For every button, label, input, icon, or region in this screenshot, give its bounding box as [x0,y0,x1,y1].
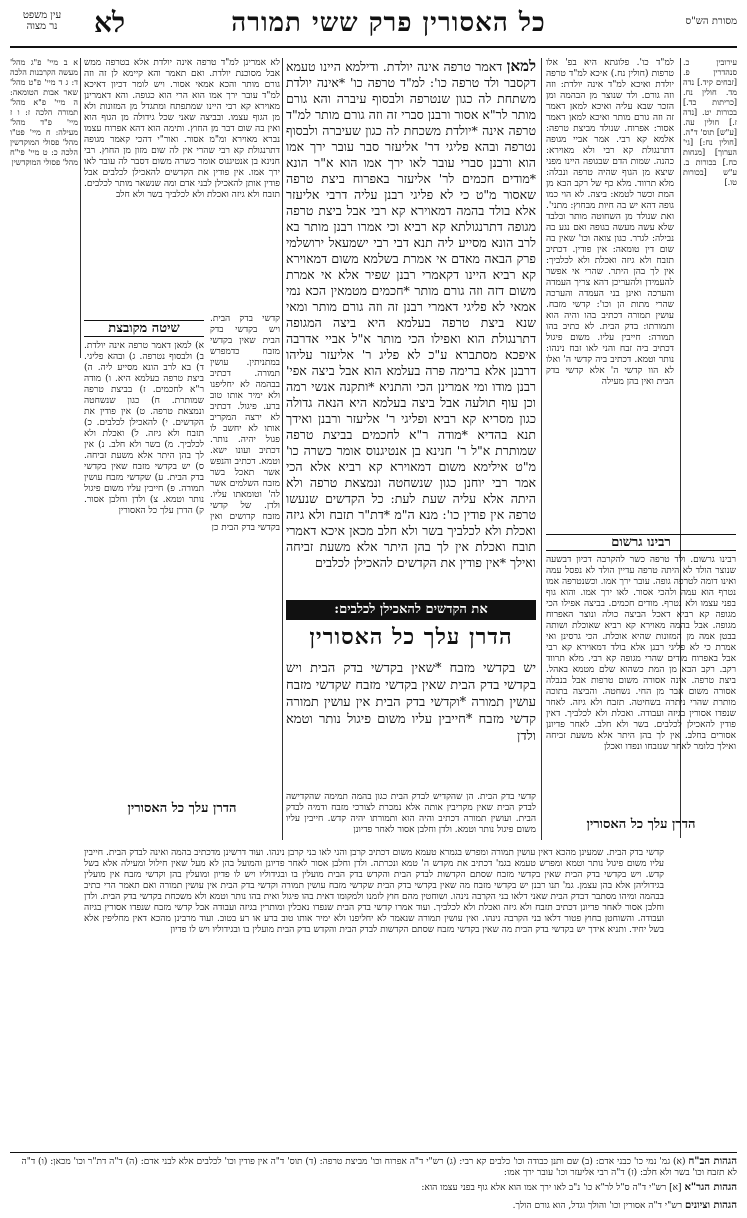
divider [282,58,283,840]
rabbeinu-gershom-title: רבינו גרשום [546,534,736,551]
page-title: כל האסורין פרק ששי תמורה [231,8,546,38]
gemara-text-block [286,58,536,600]
tosafot-continued [210,314,280,794]
mishna-commentary-text: קדשי בדק הבית. הן שהקדיש לבדק הבית כגון בהמה תמימה שהקדישה לבדק הבית שאין מקריבין אותה אלא נמכרת לצורכי מזבח ודמיה לבדק הבית. ועושין תמורה דכתיב והיה הוא ותמורתו יהיה קדש. חייבין עליו משום פיגול נותר וטמא. ולדן וחלבן אסור לאחר פדיונן [286,792,536,835]
ein-mishpat-text: א ב מיי' פ"ג מהל' מעשה הקרבנות הלכה ד: ג ד מיי' פ"ט מהל' שאר אבות הטומאה: ה מיי' פ"א מהל' תמורה הלכה ז: ו ז מיי' פ"ד מהל' מעילה: ח מיי' פט"ו מהל' פסולי המוקדשין הלכה כ: ט מיי' פי"ח מהל' פסולי המוקדשין [10,58,78,167]
footnote-rule [10,1152,737,1153]
hagahot-habach [10,1156,737,1179]
mishna-commentary [286,792,536,840]
header-rule [10,46,737,48]
page-header [10,6,737,48]
rashi-text: למ"ד כו'. פלוגתא היא בפ' אלו טרפות (חולין נח.) איכא למ"ד טרפה יולדת ואיכא למ"ד אינה יולדת: וזה וזה גורם. ולד שנוצר מן הבהמה ומן הזכר שבא עליה ואיכא למאן דאמר זה וזה גורם מותר ואיכא למאן דאמר אסור: אפרוח. שנולד מביצת טרפה: אלמא קא רבי. אמר אביי מגופה דתרנגולת קא רבי ולא מאוירא: כהנה. שמות הדם שבגופה היינו מפני שיצא מן הגוף שהיה טרפה ונבלה: מלא תרווד. מלא כף של רקב הבא מן המת וכשר לטמא: ביצה. לא הוי כמו גופה דהא יש בה חיות מבחוץ: מתני'. ואת שנולד מן השחוטה מותר ובלבד שלא עשה מעשה בגופה ואם נגע בה נבילה: לגרר. כגון צואה וכו' שאין בה שום דין טומאה: אין פודין. דכתיב תזבח ולא גיזה ואכלת ולא לכלביך: אין לך בהן היתר. שהרי אי אפשר להעמידן ולהעריכן דהא צריך העמדה והערכה ואינן בני העמדה והערכה שהרי מתות הן וכו': קדשי מזבח. עושין תמורה דכתיב בהו והיה הוא ותמורתו: בדק הבית. לא כתיב בהו תמורה: חייבין עליו. משום פיגול דכתיב ביה זבח והני לאו זבח נינהו: נותר וטמא. דכתיב ביה קדשי ה' ואלו לא הוו קדשי ה' אלא קדשי בדק הבית ואין בהן מעילה [546,58,674,387]
hagahot-hagra-text: [א] רש"י ד"ה ס"ל לר"א כו' נ"ב לאו ירך אמו הוא אלא גוף בפני עצמו הוא: [421,1183,682,1193]
ein-mishpat-label: עין משפט נר מצוה [22,10,62,32]
divider [80,58,81,358]
tosafot-column [84,58,280,314]
hagahot-vetziyunim [10,1200,737,1212]
rabbeinu-gershom-column [546,528,736,840]
shita-mekubetzet-title: שיטה מקובצת [84,320,204,337]
highlighted-line-banner: את הקדשים להאכילן לכלבים: [286,600,536,620]
masoret-hashas-text: עירובין כ. סנהדרין פ. [זבחים קיד.] נדה מד. חולין נח. [כריתות כד.] בכורות יט. [נדה ז.] חולין עה. [ע"ש] תוס' ד"ה. [חולין נח:] [גי' הערוך] [מנחות כח.] בכורות ב. ע"ש [בכורות טו.] [683,58,737,187]
masoret-hashas-label: מסורת הש"ס [685,16,737,27]
ein-mishpat-column [10,58,78,358]
shita-mekubetzet-text: א) למאן דאמר טרפה אינה יולדת. ב) ולבסוף נטרפה. ג) ובהא פליגי. ד) בא לרב הונא מסייע ליה. ה) ביצת טרפה בעלמא היא. ו) מודה ר"א לחכמים. ז) בביצת טרפה שמותרת. ח) כגון שנשחטה ונמצאת טרפה. ט) אין פודין את הקדשים. י) להאכילן לכלבים. כ) תזבח ולא גיזה. ל) ואכלת ולא לכלביך. מ) בשר ולא חלב. נ) אין לך בהן היתר אלא משעת זביחה. ס) יש בקדשי מזבח שאין בקדשי בדק הבית. ע) שקדשי מזבח עושין תמורה. פ) חייבין עליו משום פיגול נותר וטמא. צ) ולדן וחלבן אסור. ק) הדרן עלך כל האסורין [84,341,204,516]
hadran-title: הדרן עלך כל האסורין [309,624,513,650]
gemara-paragraph [286,58,536,571]
hagahot-hagra-label: הגהות הגר"א [684,1182,737,1193]
shita-mekubetzet-column [84,314,204,794]
hadran-title-left: הדרן עלך כל האסורין [127,801,237,816]
mishna-text: יש בקדשי מזבח *שאין בקדשי בדק הבית ויש בקדשי בדק הבית שאין בקדשי מזבח שקדשי מזבח עושין תמורה *וקדשי בדק הבית אין עושין תמורה קדשי מזבח *חייבין עליו משום פיגול נותר וטמא ולדן [286,661,536,744]
hagahot-vetziyunim-text: רש"י ד"ה אסורין וכו' והולך וגדל, הוא גורם הולך. [512,1201,683,1211]
rashi-column [546,58,674,528]
bottom-commentary [84,848,664,1148]
hadran-title-right: הדרן עלך כל האסורין [586,817,696,832]
hagahot-hagra [10,1182,737,1194]
gemara-text: דאמר טרפה אינה יולדת. ודילמא היינו טעמא דקסבר ולד טרפה כו': למ"ד טרפה כו' *אינה יולדת משתחת לה כגון שנטרפה ולבסוף עיברה והא גורם מותר לר"א אסור ורבנן סברי זה וזה גורם מותר למ"ד טרפה אינה *יולדת משכחת לה כגון שעיברה ולבסוף נטרפה ובהא פליגי דר' אליעזר סבר עובר ירך אמו הוא ורבנן סברי עובר לאו ירך אמו הוא א"ר הונא *מודים חכמים לר' אליעזר באפרוח ביצת טרפה שאסור מ"ט כי לא פליגי רבנן עליה דרבי אליעזר אלא בולד בהמה דמאוירא קא רבי אבל ביצת טרפה מגופה דתרנגולתא קא רביא וכי אמרו רבנן מותר בא לרב הונא מסייע ליה תנא דבי רבי ישמעאל ירושלמי פרק הבאה מאדם אי אמרת בשלמא משום דמאוירא קא רביא היינו דקאמרי רבנן שפיר אלא אי אמרת משום דזה וזה גורם מותר *חכמים מטמאין הכא נמי אמאי לא פליגי דאמרי רבנן זה וזה גורם מותר ומאי שנא ביצת טרפה בעלמא היא ביצה המגופה דתרנגולת הוא ואפילו הכי מותר א"ל אביי אדרבה איפכא מסתברא ע"כ לא פליג ר' אליעזר עליהו דרבנן אלא ברימה פרה בעלמא הוא אבל ביצה אפי' רבנן מודו ומי אמרינן הכי והתניא *ותקנה אנשי רמה וכן עוף תולעה אבל ביצה בעלמא היא הנאה גדולה כגון מסריא קא רביא ופליגי ר' אליעזר ורבנן ואידך תנא בהדיא *מודה ר"א לחכמים בביצת טרפה שמותרת א"ל ר' חנינא בן אנטיגנוס אומר כשרה כו' מ"ט אילימא משום דמאוירא קא רביא אלא הכי אמר רבי יוחנן כגון שנשחטה ונמצאת טרפה ולא היתה אלא עליה שעת לעת: כל הקדשים שנעשו טרפה אין פודין כו': מנא ה"מ *דת"ר תזבח ולא גיזה ואכלת ולא לכלביך בשר ולא חלב מכאן איכא דאמרי תובח ואכלת אין לך בהן היתר אלא משעת זביחה ואילך *אין פודין את הקדשים להאכילן לכלבים [286,59,536,570]
divider [541,58,542,840]
folio-number: לא [94,6,126,39]
tosafot-continued-text: קדשי בדק הבית. ויש בקדשי בדק הבית שאין בקדשי מזבח כדמפרש במתניתין. עושין תמורה. דכתיב בבהמה לא יחליפנו ולא ימיר אותו טוב ברע. פיגול. דכתיב לא ירצה המקריב אותו לא יחשב לו פגול יהיה. נותר. דכתיב ועונו ישא. וטמא. דכתיב והנפש אשר תאכל בשר מזבח השלמים אשר לה' וטומאתו עליו. ולדן. של קדשי מזבח קדושים ואין בקדשי בדק הבית כן [210,314,280,533]
hagahot-vetziyunim-label: הגהות וציונים [684,1200,737,1211]
hagahot-habach-label: הגהות הב"ח [688,1156,737,1167]
hagahot-habach-text: (א) גמ' נמי כו' כבני אדם: (ב) שם ותנן כבודה וכו' כלבים קא רבי: (ג) רש"י ד"ה אפרוח וכו' מביצת טרפה: (ד) תוס' ד"ה אין פודין וכו' לכלבים אלא לבני אדם: (ה) ד"ה דת"ר וכו' מכאן: (ו) ד"ה לא תזבח וכו' בשר ולא חלב: (ז) ד"ה רבי אליעזר וכו' עובר ירך אמו: [21,1157,737,1178]
tosafot-text: לא אמרינן למ"ד טרפה אינה יולדת אלא בטרפה ממש אבל מסוכנת יולדת. ואם תאמר והא קיימא לן זה וזה גורם מותר והכא אמאי אסור. ויש לומר דכיון דאיכא למ"ד עובר ירך אמו הוא הרי הוא כגופה. והא דאמרינן מאוירא קא רבי היינו שמתפתח ומתגדל מן המזונות ולא מן הגוף עצמו. ובביצה שאני שכל גידולה מן הגוף הוא ואין בה שום דבר מן החוץ. ותימה הוא דהא אפרוח עצמו נברא מאוירא ומ"מ אסור. ואור"י דהכי קאמר מגופה דתרנגולת קא רבי שהרי אין לה שום מזון מן החוץ. רבי חנינא בן אנטיגנוס אומר כשרה משום דסבר לה עובר לאו ירך אמו. אין פודין את הקדשים להאכילן לכלבים אבל פודין אותן להאכילן לבני אדם ומה שנשאר מותר לכלבים. תזבח ולא גיזה ואכלת ולא לכלביך בשר ולא חלב [84,58,280,200]
bottom-commentary-text: קדשי בדק הבית. שמעינן מהכא דאין עושין תמורה ומפרש בגמרא טעמא משום דכתיב קרבן והני לאו בני קרבן נינהו. ועוד דרשינן מדכתיב בהמה ואינה לבדק הבית. חייבין עליו משום פיגול נותר וטמא ומפרש טעמא בגמ' דכתיב את מקדש ה' טמא ונכרתה. ולדן וחלבן אסור לאחר פדיונן והמועל בהן לא מעל שאין חילול ומעילה אלא בשל קדש. ויש בקדשי בדק הבית שאין בקדשי מזבח שסתם הקדשות לבדק הבית והקדש בדק הבית מועלין בו ובגידוליו ויש לו פדיון ומועלין בהן וקדשי מזבח אין מועלין בגידוליהן אלא בהן עצמן. גמ' תנו רבנן יש בקדשי מזבח מה שאין בקדשי בדק הבית שקדשי מזבח עושין תמורה וקדשי בדק הבית אין עושין תמורה ואם תאמר הרי כתיב בבהמה ומיהו מסתבר דבדק הבית שאני דלאו בני הקרבה נינהו. ושוחטין מהם חוץ לזמנו ולמקומו דאית בהו פיגול ואית בהו נותר וטמא ולא משכחת בקדשי בדק הבית. ולדן וחלבן אסור לאחר פדיונן דכתיב תזבח ולא גיזה ואכלת ולא לכלביך. ועוד אמרו קדשי בדק הבית שנפדו נאכלין ומותרין בגיזה ועבודה אבל קדשי מזבח שנפדו אסורין בגיזה ועבודה. והשוחטן בחוץ פטור דלאו בני הקרבה נינהו. ואין עושין תמורה שנאמר לא יחליפנו ולא ימיר אותו טוב ברע או רע בטוב. ועוד מרבינן מהכא דאין מחליפין אלא בשל יחיד. ותניא אידך יש בקדשי בדק הבית מה שאין בקדשי מזבח שסתם הקדשות לבדק הבית והקדש בדק הבית מועלין בו ובגידוליו ויש לו פדיון [84,848,664,935]
dibur-hamatchil: למאן [506,58,536,75]
rabbeinu-gershom-text: רבינו גרשום. ולד טרפה כשר להקרבה דכיון דבשעה שנוצר הולד לא היתה טרפה עדיין הולד לא נפסל עמה ואינו דומה לטרפה גופה. עובר ירך אמו. וכשנטרפה אמו נטרף הוא עמה ולהכי אסור. לאו ירך אמו. והוא גוף בפני עצמו ולא נטרף. מודים חכמים. בביצה אפילו הכי מגופה קא רביא דאכל הביצה כולה ונוצר האפרוח מגופה. אבל בהמה מאוירא קא רביא שאוכלת ושותה בבטן אמה מן המזונות שהיא אוכלת. הכי גרסינן ואי אמרת כי לא פליגי רבנן אלא בולד דמאוירא קא רבי אבל באפרוח מודים שהרי מגופה קא רבי. מלא תרווד רקב. רקב הבא מן המת כשהוא שלם מטמא באהל. ביצת טרפה. אינה אסורה משום טרפות אבל בנבלה אסורה משום אבר מן החי. נשחטה. והביצה בתוכה מותרת שהרי ניתרה בשחיטה. תזבח ולא גיזה. לאחר שנפדו אסורין בגיזה ועבודה. ואכלת ולא לכלביך. דאין פודין להאכילן לכלבים. בשר ולא חלב. לאחר פדיונן אסורים בחלב. אין לך בהן היתר אלא משעת זביחה ואילך כלומר לאחר שנזבחו ונפדו ואכלן [546,555,736,752]
